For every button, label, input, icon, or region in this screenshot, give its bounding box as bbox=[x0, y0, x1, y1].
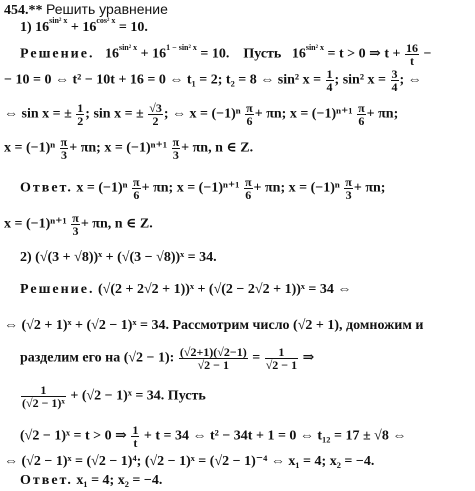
part1-line4-b: ; sin x = ± bbox=[85, 106, 144, 122]
frac-num: π bbox=[72, 211, 79, 225]
part2-line5-a: (√2 − 1)ˣ = t > 0 ⇒ bbox=[20, 428, 127, 444]
frac-den: 6 bbox=[245, 188, 252, 202]
part2-line4-frac bbox=[21, 384, 66, 409]
frac-num: 1 bbox=[265, 346, 298, 359]
part1-answer2-b: + πn, n ∈ Z. bbox=[80, 216, 153, 232]
part2-line5-frac bbox=[131, 424, 139, 449]
part1-line4-frac3 bbox=[245, 102, 254, 127]
part2-equation-text: (√(3 + √8))ˣ + (√(3 − √8))ˣ = 34. bbox=[35, 250, 217, 265]
part2-solution-line1-text: (√(2 + 2√2 + 1))ˣ + (√(2 − 2√2 + 1))ˣ = 34 ⇔ bbox=[97, 282, 352, 297]
part2-solution-label: Решение. bbox=[20, 282, 95, 297]
part1-line5-b: + πn; x = (−1)ⁿ⁺¹ bbox=[69, 140, 168, 156]
part1-label: 1) bbox=[20, 20, 32, 35]
frac-num: π bbox=[172, 135, 180, 149]
part1-line5-a: x = (−1)ⁿ bbox=[4, 140, 56, 156]
part1-sol-exp2: 1 − sin² x bbox=[166, 43, 197, 53]
part1-line5-frac1 bbox=[60, 136, 69, 161]
part1-line3-text: − 10 = 0 ⇔ t² − 10t + 16 = 0 ⇔ t₁ = 2; t₂ = 8 ⇔ sin² x = bbox=[4, 72, 322, 88]
part1-answer-c: + πn; x = (−1)ⁿ bbox=[253, 180, 340, 196]
part1-eq-plus: + 16 bbox=[70, 20, 97, 35]
part2-equation bbox=[20, 250, 217, 266]
part1-let-base: 16 bbox=[291, 46, 306, 62]
frac-den: 3 bbox=[172, 148, 179, 162]
part1-line4-a: ⇔ sin x = ± bbox=[4, 106, 72, 122]
frac-num: (√2+1)(√2−1) bbox=[179, 345, 247, 359]
part2-line4-rest: + (√2 − 1)ˣ = 34. Пусть bbox=[70, 388, 206, 404]
frac-num: π bbox=[345, 175, 352, 189]
frac-den: 6 bbox=[358, 114, 365, 128]
part1-line4-d: + πn; x = (−1)ⁿ⁺¹ bbox=[254, 106, 353, 122]
part2-solution-line5 bbox=[20, 424, 406, 449]
part1-line4-e: + πn; bbox=[366, 106, 399, 122]
part1-eq-exp2: cos² x bbox=[96, 16, 116, 26]
frac-num: 1 bbox=[326, 67, 333, 81]
frac-num: π bbox=[246, 101, 253, 115]
part1-solution-line1 bbox=[20, 42, 432, 67]
part1-let-rest: = t > 0 ⇒ t + bbox=[327, 46, 401, 62]
frac-num: π bbox=[358, 101, 365, 115]
frac-num: 3 bbox=[391, 67, 398, 81]
part2-line3-eq: = bbox=[252, 350, 261, 366]
part2-label: 2) bbox=[20, 250, 32, 265]
frac-num: π bbox=[244, 175, 252, 189]
frac-den: 3 bbox=[345, 188, 352, 202]
frac-den: t bbox=[133, 436, 138, 450]
part1-line5 bbox=[4, 136, 253, 161]
part2-line3-frac1 bbox=[179, 346, 248, 371]
part1-eq-rhs: = 10. bbox=[118, 20, 148, 35]
part1-answer-frac2 bbox=[244, 176, 253, 201]
part1-answer2-a: x = (−1)ⁿ⁺¹ bbox=[4, 216, 67, 232]
frac-den: 4 bbox=[391, 80, 398, 94]
part1-line4-c: ; ⇔ x = (−1)ⁿ bbox=[163, 106, 241, 122]
part1-line4 bbox=[4, 102, 398, 127]
part1-line4-frac1 bbox=[76, 102, 84, 127]
part1-answer bbox=[20, 176, 385, 201]
part1-line4-frac2 bbox=[148, 102, 163, 127]
part2-solution-line4 bbox=[20, 384, 206, 409]
part1-sol-exp1: sin² x bbox=[118, 43, 138, 53]
frac-den: 6 bbox=[133, 188, 140, 202]
frac-den: √2 − 1 bbox=[265, 358, 298, 372]
part1-answer-line2 bbox=[4, 212, 153, 237]
part1-line3-frac2 bbox=[391, 68, 399, 93]
frac-den: 3 bbox=[60, 148, 67, 162]
part1-answer-frac3 bbox=[344, 176, 353, 201]
part1-solution-label: Решение. bbox=[20, 46, 95, 62]
part2-line6-text: ⇔ (√2 − 1)ˣ = (√2 − 1)⁴; (√2 − 1)ˣ = (√2 − 1)⁻⁴ ⇔ x₁ = 4; x₂ = −4. bbox=[4, 454, 375, 469]
frac-den: 4 bbox=[326, 80, 333, 94]
part1-line3-mid: ; sin² x = bbox=[334, 72, 387, 88]
part1-sol-base: 16 bbox=[104, 46, 119, 62]
frac-den: 6 bbox=[246, 114, 253, 128]
part2-line5-b: + t = 34 ⇔ t² − 34t + 1 = 0 ⇔ t₁₂ = 17 ± √8 ⇔ bbox=[143, 428, 407, 444]
part1-let-exp: sin² x bbox=[305, 43, 325, 53]
part1-eq-exp1: sin² x bbox=[49, 16, 68, 26]
part1-answer-a: x = (−1)ⁿ bbox=[76, 180, 128, 196]
part2-answer bbox=[20, 473, 162, 489]
problem-header bbox=[4, 1, 168, 19]
frac-num: 1 bbox=[21, 384, 66, 397]
part1-answer2-frac bbox=[71, 212, 80, 237]
problem-number: 454.** bbox=[4, 3, 43, 18]
frac-num: 1 bbox=[77, 101, 84, 115]
frac-den: (√2 − 1)ˣ bbox=[22, 396, 65, 410]
part1-line3-frac1 bbox=[326, 68, 334, 93]
part1-answer-label: Ответ. bbox=[20, 180, 73, 196]
part2-answer-text: x₁ = 4; x₂ = −4. bbox=[76, 473, 163, 488]
part1-line5-frac2 bbox=[172, 136, 181, 161]
frac-num: 16 bbox=[406, 41, 419, 55]
part2-answer-label: Ответ. bbox=[20, 473, 73, 488]
part1-eq-base: 16 bbox=[35, 20, 50, 35]
part2-solution-line2-text: ⇔ (√2 + 1)ˣ + (√2 − 1)ˣ = 34. Рассмотрим число (√2 + 1), домножим и bbox=[4, 318, 424, 333]
part2-solution-line6 bbox=[4, 454, 374, 470]
part1-sol-plus: + 16 bbox=[140, 46, 167, 62]
part1-let-frac bbox=[405, 42, 419, 67]
frac-num: π bbox=[60, 135, 68, 149]
frac-den: 3 bbox=[72, 224, 79, 238]
part1-answer-frac1 bbox=[132, 176, 141, 201]
part1-line3-end: ; ⇔ bbox=[399, 72, 422, 88]
part2-line3-frac2 bbox=[265, 346, 298, 371]
frac-den: 2 bbox=[152, 114, 159, 128]
part1-let-word: Пусть bbox=[243, 46, 282, 62]
frac-den: t bbox=[410, 54, 415, 68]
frac-num: π bbox=[133, 175, 140, 189]
part1-line5-c: + πn, n ∈ Z. bbox=[181, 140, 254, 156]
part1-sol-rhs: = 10. bbox=[200, 46, 230, 62]
part1-line3 bbox=[4, 68, 422, 93]
part1-answer-b: + πn; x = (−1)ⁿ⁺¹ bbox=[141, 180, 240, 196]
part2-solution-line3 bbox=[20, 346, 314, 371]
part2-line3-end: ⇒ bbox=[302, 350, 315, 366]
part1-answer-d: + πn; bbox=[353, 180, 386, 196]
part1-line4-frac4 bbox=[357, 102, 366, 127]
part1-equation bbox=[20, 16, 148, 36]
frac-num: √3 bbox=[149, 101, 162, 115]
problem-title: Решить уравнение bbox=[46, 1, 168, 17]
part2-solution-line1 bbox=[20, 282, 351, 298]
part2-solution-line2 bbox=[4, 318, 423, 334]
frac-num: 1 bbox=[132, 423, 139, 437]
frac-den: √2 − 1 bbox=[197, 358, 229, 372]
part2-line3-a: разделим его на (√2 − 1): bbox=[20, 350, 175, 366]
part1-let-tail: − bbox=[423, 46, 432, 62]
frac-den: 2 bbox=[77, 114, 84, 128]
